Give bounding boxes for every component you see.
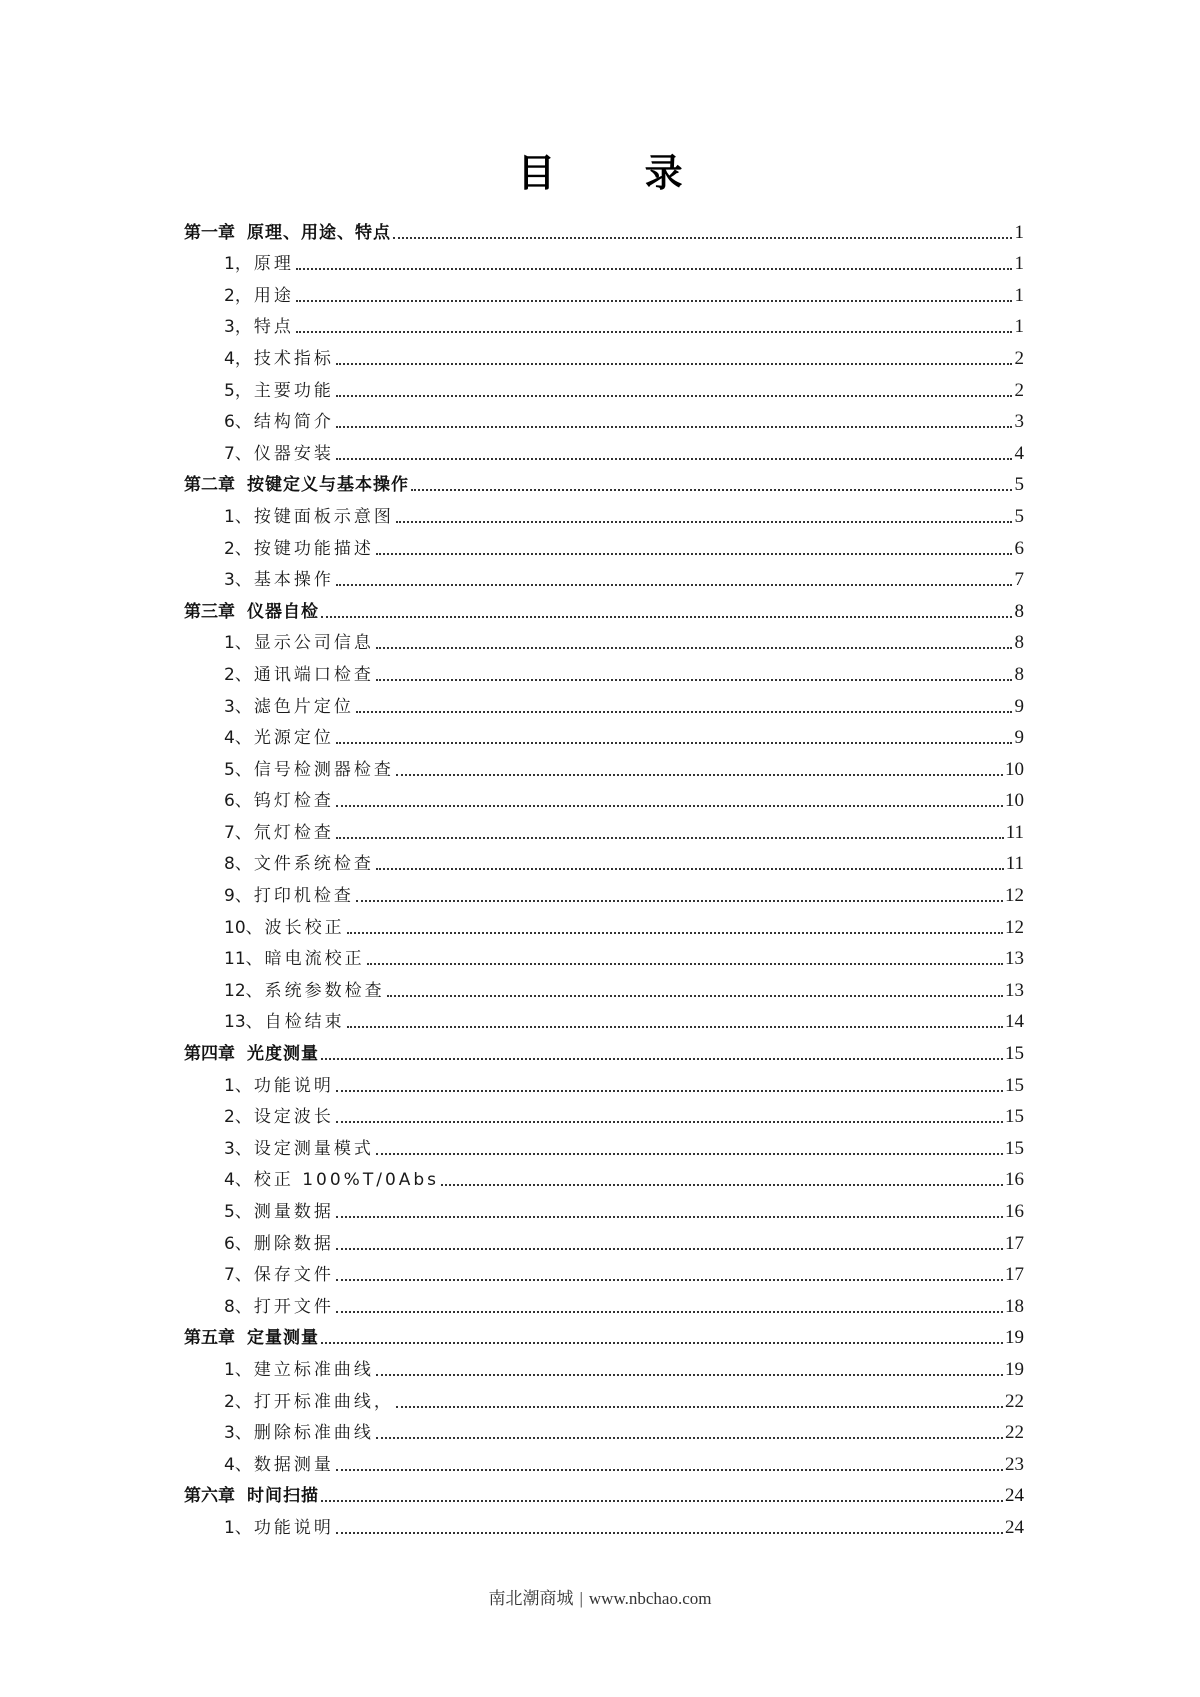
toc-entry-label: 光源定位 [253,728,334,749]
toc-section-entry[interactable] [184,1160,1024,1192]
toc-entry-label: 打开标准曲线， [253,1391,394,1412]
toc-entry-page-number: 2 [1014,347,1024,369]
toc-entry-page-number: 6 [1014,537,1024,559]
toc-entry-number: 2、 [224,538,252,559]
toc-entry-number: 6、 [224,791,252,812]
toc-section-entry[interactable] [184,307,1024,339]
dot-leader [336,363,1012,365]
toc-entry-page-number: 3 [1014,411,1024,433]
toc-entry-page-number: 13 [1005,948,1024,970]
toc-entry-number: 9、 [224,886,252,907]
toc-entry-number: 第六章 [184,1486,235,1507]
dot-leader [336,584,1012,586]
toc-entry-page-number: 8 [1014,663,1024,685]
dot-leader [376,868,1004,870]
toc-entry-number: 2， [224,285,252,306]
toc-entry-page-number: 24 [1005,1485,1024,1507]
toc-section-entry[interactable] [184,433,1024,465]
toc-entry-label: 通讯端口检查 [253,664,374,685]
toc-section-entry[interactable] [184,244,1024,276]
toc-section-entry[interactable] [184,749,1024,781]
toc-entry-page-number: 10 [1005,758,1024,780]
toc-entry-page-number: 10 [1005,790,1024,812]
toc-entry-page-number: 12 [1005,885,1024,907]
dot-leader [336,458,1012,460]
toc-entry-label: 技术指标 [253,348,334,369]
toc-entry-page-number: 15 [1005,1043,1024,1065]
toc-entry-label: 设定测量模式 [253,1138,374,1159]
toc-entry-number: 3， [224,317,252,338]
toc-entry-number: 第一章 [184,222,235,243]
toc-entry-page-number: 22 [1005,1422,1024,1444]
toc-entry-page-number: 22 [1005,1390,1024,1412]
dot-leader [356,711,1012,713]
toc-entry-page-number: 11 [1005,853,1024,875]
toc-entry-page-number: 15 [1005,1137,1024,1159]
toc-entry-label: 结构简介 [253,412,334,433]
toc-entry-label: 建立标准曲线 [253,1359,374,1380]
table-of-contents [184,212,1024,1539]
toc-section-entry[interactable] [184,875,1024,907]
toc-entry-page-number: 15 [1005,1074,1024,1096]
footer-url[interactable]: www.nbchao.com [588,1589,712,1608]
dot-leader [396,521,1012,523]
dot-leader [336,1090,1003,1092]
toc-entry-page-number: 8 [1014,632,1024,654]
toc-entry-number: 2、 [224,664,252,685]
toc-entry-label: 显示公司信息 [253,633,374,654]
toc-entry-number: 3、 [224,1423,252,1444]
dot-leader [356,900,1003,902]
toc-entry-number: 5、 [224,759,252,780]
toc-section-entry[interactable] [184,1223,1024,1255]
dot-leader [336,426,1012,428]
toc-section-entry[interactable] [184,1128,1024,1160]
dot-leader [396,774,1003,776]
toc-section-entry[interactable] [184,1065,1024,1097]
toc-entry-label: 保存文件 [253,1265,334,1286]
dot-leader [336,1216,1003,1218]
toc-entry-label: 文件系统检查 [253,854,374,875]
toc-entry-label: 数据测量 [253,1454,334,1475]
page-footer [0,1584,1200,1609]
toc-entry-number: 8、 [224,1296,252,1317]
dot-leader [441,1184,1003,1186]
toc-section-entry[interactable] [184,939,1024,971]
page-title: 目 录 [517,151,721,195]
toc-section-entry[interactable] [184,1444,1024,1476]
dot-leader [376,647,1012,649]
toc-entry-page-number: 7 [1014,569,1024,591]
dot-leader [376,1374,1003,1376]
toc-entry-number: 4、 [224,1454,252,1475]
toc-entry-label: 原理 [253,254,294,275]
toc-entry-label: 钨灯检查 [253,791,334,812]
toc-entry-label: 原理、用途、特点 [247,222,391,243]
toc-section-entry[interactable] [184,1381,1024,1413]
toc-section-entry[interactable] [184,1413,1024,1445]
toc-section-entry[interactable] [184,1349,1024,1381]
toc-entry-label: 时间扫描 [247,1486,319,1507]
dot-leader [347,932,1003,934]
toc-entry-page-number: 17 [1005,1264,1024,1286]
toc-entry-page-number: 16 [1005,1169,1024,1191]
toc-entry-number: 第五章 [184,1328,235,1349]
dot-leader [376,1437,1003,1439]
toc-chapter-entry[interactable] [184,1318,1024,1350]
toc-section-entry[interactable] [184,496,1024,528]
toc-section-entry[interactable] [184,623,1024,655]
toc-section-entry[interactable] [184,560,1024,592]
footer-brand: 南北潮商城 [488,1589,574,1608]
dot-leader [347,1026,1003,1028]
toc-entry-number: 4、 [224,1170,252,1191]
toc-entry-page-number: 9 [1014,727,1024,749]
toc-chapter-entry[interactable] [184,212,1024,244]
toc-entry-label: 基本操作 [253,570,334,591]
toc-entry-label: 打开文件 [253,1296,334,1317]
dot-leader [336,1121,1003,1123]
toc-entry-number: 4、 [224,728,252,749]
toc-entry-label: 按键面板示意图 [253,506,394,527]
toc-section-entry[interactable] [184,1097,1024,1129]
toc-entry-label: 功能说明 [253,1517,334,1538]
toc-entry-page-number: 19 [1005,1327,1024,1349]
toc-entry-number: 7、 [224,443,252,464]
dot-leader [336,1469,1003,1471]
toc-section-entry[interactable] [184,781,1024,813]
toc-entry-page-number: 5 [1014,474,1024,496]
toc-entry-page-number: 1 [1014,284,1024,306]
toc-entry-label: 测量数据 [253,1202,334,1222]
toc-section-entry[interactable] [184,1191,1024,1223]
toc-section-entry[interactable] [184,1255,1024,1287]
dot-leader [336,1311,1003,1313]
dot-leader [336,1248,1003,1250]
toc-entry-page-number: 2 [1014,379,1024,401]
toc-chapter-entry[interactable] [184,465,1024,497]
toc-entry-number: 3、 [224,570,252,591]
toc-entry-number: 1、 [224,1075,252,1096]
toc-section-entry[interactable] [184,1507,1024,1539]
dot-leader [296,331,1012,333]
dot-leader [387,995,1003,997]
toc-entry-number: 7、 [224,1265,252,1286]
toc-entry-number: 6、 [224,1233,252,1254]
toc-entry-number: 5， [224,380,252,401]
toc-section-entry[interactable] [184,718,1024,750]
toc-chapter-entry[interactable] [184,1476,1024,1508]
toc-entry-label: 仪器自检 [247,601,319,622]
dot-leader [393,237,1012,239]
toc-entry-page-number: 17 [1005,1232,1024,1254]
toc-entry-label: 氘灯检查 [253,822,334,843]
toc-section-entry[interactable] [184,370,1024,402]
toc-entry-label: 按键定义与基本操作 [247,475,409,496]
toc-entry-number: 第四章 [184,1044,235,1065]
toc-entry-number: 11、 [224,949,263,970]
toc-entry-page-number: 9 [1014,695,1024,717]
toc-entry-label: 仪器安装 [253,443,334,464]
toc-entry-label: 滤色片定位 [253,696,354,717]
toc-entry-label: 设定波长 [253,1107,334,1128]
toc-section-entry[interactable] [184,844,1024,876]
dot-leader [367,963,1003,965]
toc-entry-number: 2、 [224,1107,252,1128]
toc-entry-number: 1、 [224,633,252,654]
toc-entry-number: 1、 [224,1359,252,1380]
toc-entry-label: 暗电流校正 [264,949,365,970]
toc-section-entry[interactable] [184,654,1024,686]
toc-entry-number: 12、 [224,980,263,1001]
dot-leader [336,1279,1003,1281]
toc-entry-label: 光度测量 [247,1044,319,1065]
toc-entry-page-number: 14 [1005,1011,1024,1033]
toc-entry-label: 定量测量 [247,1328,319,1349]
toc-entry-page-number: 13 [1005,979,1024,1001]
toc-entry-number: 2、 [224,1391,252,1412]
toc-entry-number: 1、 [224,1517,252,1538]
toc-entry-number: 4， [224,348,252,369]
dot-leader [376,1153,1003,1155]
toc-entry-label: 波长校正 [264,917,345,938]
toc-entry-label: 打印机检查 [253,886,354,907]
toc-entry-number: 3、 [224,1138,252,1159]
dot-leader [321,1342,1003,1344]
toc-entry-page-number: 18 [1005,1295,1024,1317]
toc-chapter-entry[interactable] [184,1033,1024,1065]
toc-entry-number: 13、 [224,1012,263,1033]
dot-leader [321,1500,1003,1502]
toc-entry-page-number: 19 [1005,1358,1024,1380]
toc-section-entry[interactable] [184,338,1024,370]
dot-leader [336,742,1012,744]
toc-section-entry[interactable] [184,1286,1024,1318]
toc-entry-label: 删除标准曲线 [253,1423,374,1444]
toc-entry-label: 删除数据 [253,1233,334,1254]
dot-leader [336,837,1004,839]
toc-entry-label: 信号检测器检查 [253,759,394,780]
dot-leader [321,1058,1003,1060]
toc-entry-number: 3、 [224,696,252,717]
dot-leader [336,805,1003,807]
dot-leader [376,679,1012,681]
toc-section-entry[interactable] [184,275,1024,307]
toc-entry-number: 5、 [224,1202,252,1222]
toc-entry-page-number: 4 [1014,442,1024,464]
toc-entry-page-number: 12 [1005,916,1024,938]
toc-entry-page-number: 5 [1014,505,1024,527]
toc-entry-page-number: 16 [1005,1201,1024,1222]
toc-entry-label: 按键功能描述 [253,538,374,559]
toc-entry-label: 系统参数检查 [264,980,385,1001]
toc-entry-number: 1， [224,254,252,275]
dot-leader [336,1532,1003,1534]
dot-leader [376,553,1012,555]
dot-leader [296,300,1012,302]
dot-leader [296,268,1012,270]
toc-entry-label: 主要功能 [253,380,334,401]
toc-entry-page-number: 1 [1014,316,1024,338]
toc-entry-number: 10、 [224,917,263,938]
toc-entry-page-number: 1 [1014,253,1024,275]
dot-leader [336,395,1012,397]
toc-entry-number: 1、 [224,506,252,527]
toc-section-entry[interactable] [184,402,1024,434]
toc-entry-page-number: 23 [1005,1453,1024,1475]
toc-entry-label: 自检结束 [264,1012,345,1033]
toc-entry-number: 7、 [224,822,252,843]
dot-leader [396,1406,1003,1408]
toc-entry-page-number: 15 [1005,1106,1024,1128]
dot-leader [321,616,1012,618]
toc-entry-page-number: 1 [1014,221,1024,243]
toc-entry-number: 第三章 [184,601,235,622]
toc-entry-number: 6、 [224,412,252,433]
toc-section-entry[interactable] [184,686,1024,718]
toc-entry-label: 功能说明 [253,1075,334,1096]
toc-entry-label: 用途 [253,285,294,306]
toc-entry-label: 校正 100%T/0Abs [253,1170,440,1191]
footer-separator: | [579,1589,583,1608]
dot-leader [411,489,1012,491]
toc-section-entry[interactable] [184,1002,1024,1034]
toc-entry-page-number: 24 [1005,1516,1024,1538]
toc-entry-number: 第二章 [184,475,235,496]
toc-section-entry[interactable] [184,812,1024,844]
toc-entry-number: 8、 [224,854,252,875]
toc-entry-page-number: 11 [1005,821,1024,843]
toc-section-entry[interactable] [184,970,1024,1002]
toc-entry-page-number: 8 [1014,600,1024,622]
toc-chapter-entry[interactable] [184,591,1024,623]
toc-entry-label: 特点 [253,317,294,338]
toc-section-entry[interactable] [184,907,1024,939]
toc-section-entry[interactable] [184,528,1024,560]
